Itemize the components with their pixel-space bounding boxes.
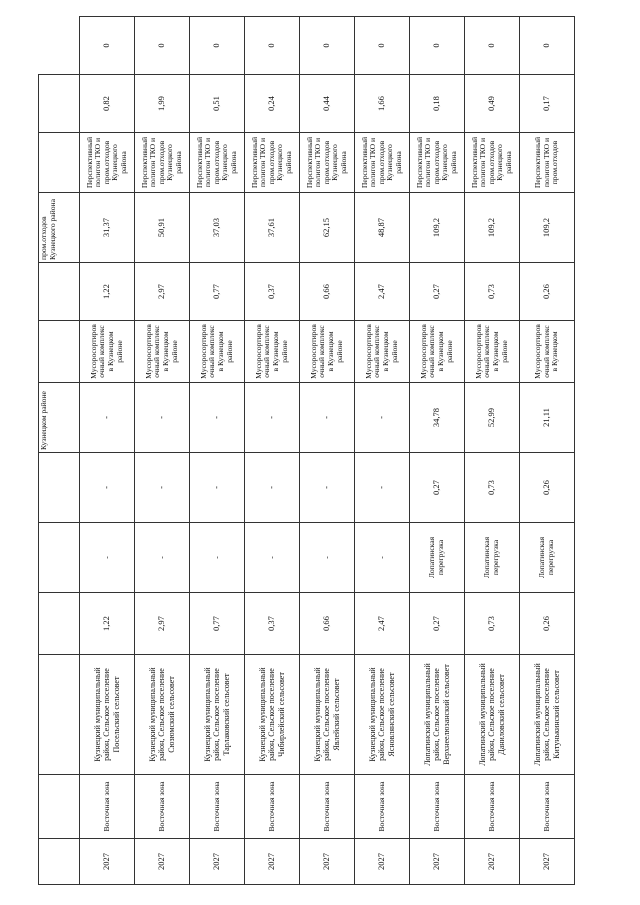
cell-settlement: Кузнецкий муниципальный район, Сельское поселение Сюзюмский сельсовет xyxy=(135,655,190,775)
cell-landfill: Перспективный полигон ТКО и пром.отходов Кузнецкого района xyxy=(465,133,520,193)
header-cell xyxy=(39,655,80,775)
table-row xyxy=(190,17,245,885)
header-cell xyxy=(39,839,80,885)
cell-transfer-volume: - xyxy=(355,453,410,523)
cell-transfer-distance: - xyxy=(355,383,410,453)
cell-landfill: Перспективный полигон ТКО и пром.отходов Кузнецкого района xyxy=(80,133,135,193)
cell-landfill: Перспективный полигон ТКО и пром.отходов Кузнецкого района xyxy=(135,133,190,193)
cell-zone: Восточная зона xyxy=(135,775,190,839)
cell-sorting-volume: 0,77 xyxy=(190,263,245,321)
cell-sorting-facility: Мусоросортировочный комплекс в Кузнецком районе xyxy=(355,321,410,383)
cell-remainder: 0 xyxy=(355,17,410,75)
cell-sorting-volume: 2,97 xyxy=(135,263,190,321)
table-header-continuation xyxy=(39,17,80,885)
cell-volume: 0,27 xyxy=(410,593,465,655)
cell-transfer-volume: - xyxy=(300,453,355,523)
cell-zone: Восточная зона xyxy=(465,775,520,839)
header-cell-landfill: пром.отходов Кузнецкого района xyxy=(39,193,80,263)
cell-zone: Восточная зона xyxy=(80,775,135,839)
cell-landfill-volume: 0,82 xyxy=(80,75,135,133)
cell-sorting-volume: 0,73 xyxy=(465,263,520,321)
cell-transfer-station: - xyxy=(190,523,245,593)
cell-transfer-volume: - xyxy=(80,453,135,523)
header-cell xyxy=(39,75,80,133)
table-row xyxy=(245,17,300,885)
cell-sorting-volume: 0,66 xyxy=(300,263,355,321)
cell-remainder: 0 xyxy=(410,17,465,75)
cell-volume: 2,47 xyxy=(355,593,410,655)
cell-transfer-distance: - xyxy=(80,383,135,453)
cell-transfer-distance: - xyxy=(135,383,190,453)
cell-volume: 1,22 xyxy=(80,593,135,655)
cell-transfer-distance: 21,11 xyxy=(520,383,575,453)
cell-settlement: Лопатинский муниципальный район, Сельское поселение Китунькинский сельсовет xyxy=(520,655,575,775)
cell-settlement: Кузнецкий муниципальный район, Сельское поселение Тарлаковский сельсовет xyxy=(190,655,245,775)
cell-sorting-distance: 31,37 xyxy=(80,193,135,263)
cell-sorting-facility: Мусоросортировочный комплекс в Кузнецком районе xyxy=(80,321,135,383)
cell-settlement: Кузнецкий муниципальный район, Сельское поселение Явлейский сельсовет xyxy=(300,655,355,775)
cell-landfill-volume: 0,17 xyxy=(520,75,575,133)
table-row xyxy=(300,17,355,885)
cell-sorting-facility: Мусоросортировочный комплекс в Кузнецком xyxy=(520,321,575,383)
cell-transfer-distance: - xyxy=(300,383,355,453)
cell-sorting-distance: 109,2 xyxy=(520,193,575,263)
cell-landfill-volume: 0,18 xyxy=(410,75,465,133)
cell-sorting-facility: Мусоросортировочный комплекс в Кузнецком районе xyxy=(190,321,245,383)
cell-sorting-distance: 48,87 xyxy=(355,193,410,263)
cell-sorting-volume: 0,27 xyxy=(410,263,465,321)
cell-year: 2027 xyxy=(190,839,245,885)
cell-volume: 0,73 xyxy=(465,593,520,655)
header-cell xyxy=(39,133,80,193)
cell-landfill-volume: 0,44 xyxy=(300,75,355,133)
table-row xyxy=(135,17,190,885)
cell-settlement: Кузнецкий муниципальный район, Сельское поселение Чибирлейский сельсовет xyxy=(245,655,300,775)
rotated-table-page xyxy=(38,17,616,885)
cell-landfill-volume: 1,99 xyxy=(135,75,190,133)
cell-transfer-volume: - xyxy=(135,453,190,523)
cell-sorting-facility: Мусоросортировочный комплекс в Кузнецком районе xyxy=(300,321,355,383)
cell-transfer-station: - xyxy=(355,523,410,593)
cell-sorting-facility: Мусоросортировочный комплекс в Кузнецком районе xyxy=(465,321,520,383)
cell-sorting-volume: 1,22 xyxy=(80,263,135,321)
header-cell xyxy=(39,523,80,593)
waste-flow-table xyxy=(38,16,575,885)
cell-transfer-distance: - xyxy=(190,383,245,453)
cell-transfer-volume: - xyxy=(190,453,245,523)
cell-volume: 0,37 xyxy=(245,593,300,655)
cell-remainder: 0 xyxy=(520,17,575,75)
cell-volume: 0,66 xyxy=(300,593,355,655)
cell-zone: Восточная зона xyxy=(410,775,465,839)
cell-transfer-distance: 52,99 xyxy=(465,383,520,453)
cell-remainder: 0 xyxy=(465,17,520,75)
cell-settlement: Кузнецкий муниципальный район, Сельское поселение Посельский сельсовет xyxy=(80,655,135,775)
cell-transfer-volume: 0,73 xyxy=(465,453,520,523)
cell-landfill: Перспективный полигон ТКО и пром.отходов xyxy=(520,133,575,193)
cell-year: 2027 xyxy=(520,839,575,885)
table-row xyxy=(465,17,520,885)
cell-transfer-station: - xyxy=(245,523,300,593)
cell-landfill-volume: 1,66 xyxy=(355,75,410,133)
header-cell xyxy=(39,321,80,383)
table-row xyxy=(520,17,575,885)
cell-settlement: Лопатинский муниципальный район, Сельское поселение Верхнеелюзанский сельсовет xyxy=(410,655,465,775)
cell-transfer-station: Лопатинская перегрузка xyxy=(465,523,520,593)
header-cell-district: Кузнецком районе xyxy=(39,383,80,453)
cell-remainder: 0 xyxy=(190,17,245,75)
cell-sorting-facility: Мусоросортировочный комплекс в Кузнецком районе xyxy=(245,321,300,383)
cell-transfer-station: - xyxy=(135,523,190,593)
cell-transfer-station: Лопатинская перегрузка xyxy=(520,523,575,593)
cell-remainder: 0 xyxy=(80,17,135,75)
cell-landfill: Перспективный полигон ТКО и пром.отходов Кузнецкого района xyxy=(355,133,410,193)
cell-year: 2027 xyxy=(300,839,355,885)
header-cell xyxy=(39,593,80,655)
cell-year: 2027 xyxy=(355,839,410,885)
cell-landfill: Перспективный полигон ТКО и пром.отходов Кузнецкого района xyxy=(245,133,300,193)
cell-zone: Восточная зона xyxy=(355,775,410,839)
cell-landfill-volume: 0,24 xyxy=(245,75,300,133)
cell-sorting-distance: 109,2 xyxy=(465,193,520,263)
cell-sorting-distance: 62,15 xyxy=(300,193,355,263)
cell-sorting-facility: Мусоросортировочный комплекс в Кузнецком районе xyxy=(410,321,465,383)
cell-sorting-distance: 37,03 xyxy=(190,193,245,263)
cell-sorting-distance: 50,91 xyxy=(135,193,190,263)
cell-sorting-volume: 0,26 xyxy=(520,263,575,321)
table-row xyxy=(410,17,465,885)
cell-year: 2027 xyxy=(80,839,135,885)
cell-year: 2027 xyxy=(135,839,190,885)
cell-landfill-volume: 0,49 xyxy=(465,75,520,133)
table-row xyxy=(80,17,135,885)
cell-volume: 0,26 xyxy=(520,593,575,655)
cell-transfer-volume: 0,26 xyxy=(520,453,575,523)
table-body xyxy=(39,17,575,885)
table-row xyxy=(355,17,410,885)
cell-volume: 0,77 xyxy=(190,593,245,655)
cell-year: 2027 xyxy=(410,839,465,885)
cell-settlement: Лопатинский муниципальный район, Сельское поселение Даниловский сельсовет xyxy=(465,655,520,775)
cell-sorting-distance: 37,61 xyxy=(245,193,300,263)
header-cell xyxy=(39,775,80,839)
cell-remainder: 0 xyxy=(135,17,190,75)
cell-transfer-volume: - xyxy=(245,453,300,523)
cell-volume: 2,97 xyxy=(135,593,190,655)
cell-sorting-facility: Мусоросортировочный комплекс в Кузнецком районе xyxy=(135,321,190,383)
cell-sorting-volume: 0,37 xyxy=(245,263,300,321)
header-cell xyxy=(39,453,80,523)
cell-landfill: Перспективный полигон ТКО и пром.отходов Кузнецкого района xyxy=(190,133,245,193)
cell-year: 2027 xyxy=(245,839,300,885)
cell-zone: Восточная зона xyxy=(520,775,575,839)
cell-landfill-volume: 0,51 xyxy=(190,75,245,133)
cell-remainder: 0 xyxy=(245,17,300,75)
cell-landfill: Перспективный полигон ТКО и пром.отходов Кузнецкого района xyxy=(300,133,355,193)
cell-transfer-distance: - xyxy=(245,383,300,453)
cell-landfill: Перспективный полигон ТКО и пром.отходов Кузнецкого района xyxy=(410,133,465,193)
cell-zone: Восточная зона xyxy=(300,775,355,839)
cell-zone: Восточная зона xyxy=(190,775,245,839)
cell-transfer-station: Лопатинская перегрузка xyxy=(410,523,465,593)
header-cell xyxy=(39,263,80,321)
cell-year: 2027 xyxy=(465,839,520,885)
cell-transfer-volume: 0,27 xyxy=(410,453,465,523)
cell-sorting-volume: 2,47 xyxy=(355,263,410,321)
cell-transfer-station: - xyxy=(80,523,135,593)
cell-transfer-station: - xyxy=(300,523,355,593)
cell-transfer-distance: 34,78 xyxy=(410,383,465,453)
cell-remainder: 0 xyxy=(300,17,355,75)
cell-sorting-distance: 109,2 xyxy=(410,193,465,263)
cell-zone: Восточная зона xyxy=(245,775,300,839)
cell-settlement: Кузнецкий муниципальный район, Сельское поселение Ясновлянский сельсовет xyxy=(355,655,410,775)
